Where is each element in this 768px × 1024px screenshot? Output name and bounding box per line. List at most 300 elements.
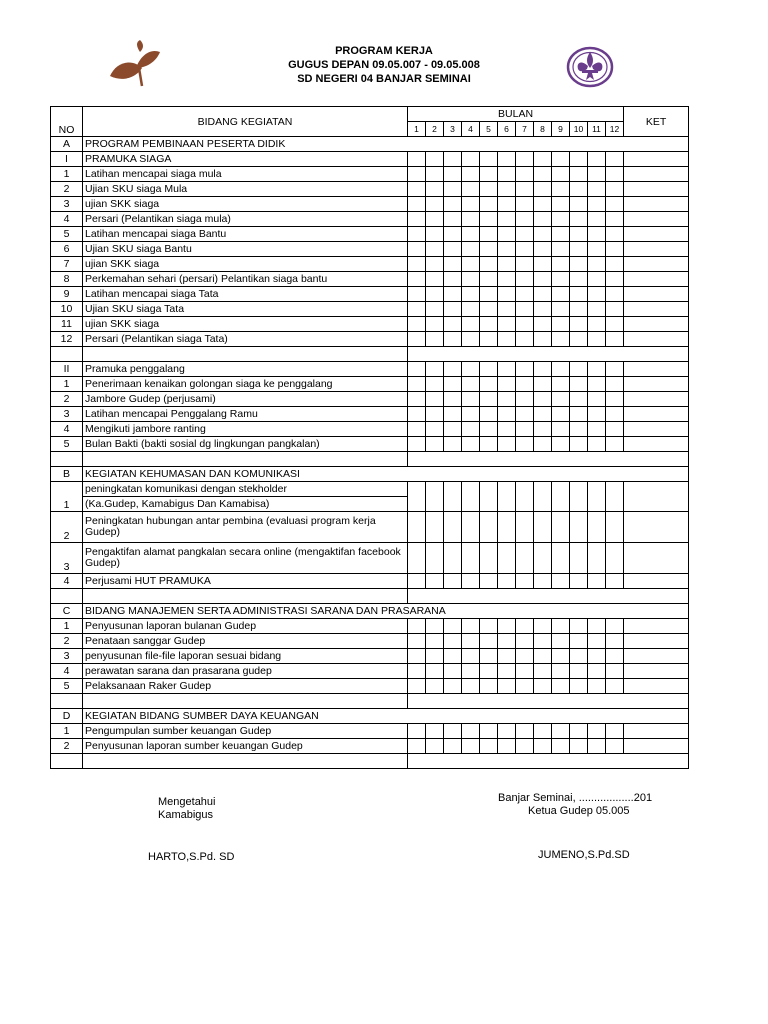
month-cell — [606, 377, 624, 392]
month-cell — [606, 543, 624, 574]
remarks-cell — [624, 422, 689, 437]
month-cell — [570, 422, 588, 437]
month-cell — [498, 422, 516, 437]
month-cell — [462, 272, 480, 287]
month-cell — [516, 512, 534, 543]
month-cell — [516, 362, 534, 377]
month-cell — [480, 227, 498, 242]
month-cell — [588, 287, 606, 302]
blank-spacer-cell — [408, 589, 689, 604]
month-cell — [606, 482, 624, 512]
remarks-cell — [624, 227, 689, 242]
month-cell — [444, 287, 462, 302]
row-number — [51, 694, 83, 709]
row-number: 12 — [51, 332, 83, 347]
activity-cell: Pramuka penggalang — [83, 362, 408, 377]
month-cell — [552, 739, 570, 754]
month-cell — [408, 437, 426, 452]
month-cell — [444, 482, 462, 512]
month-cell — [408, 242, 426, 257]
remarks-cell — [624, 287, 689, 302]
row-number: 7 — [51, 257, 83, 272]
month-header-cell: 9 — [552, 122, 570, 137]
month-cell — [552, 212, 570, 227]
month-cell — [498, 317, 516, 332]
row-number — [51, 347, 83, 362]
month-cell — [426, 649, 444, 664]
month-cell — [516, 679, 534, 694]
month-cell — [606, 287, 624, 302]
month-cell — [570, 634, 588, 649]
month-cell — [462, 212, 480, 227]
table-row — [51, 257, 689, 272]
month-cell — [444, 574, 462, 589]
month-cell — [444, 739, 462, 754]
month-cell — [498, 512, 516, 543]
month-cell — [426, 377, 444, 392]
row-number: 2 — [51, 182, 83, 197]
month-cell — [516, 197, 534, 212]
activity-cell: Latihan mencapai siaga mula — [83, 167, 408, 182]
month-cell — [516, 182, 534, 197]
blank-row — [51, 347, 689, 362]
month-cell — [462, 407, 480, 422]
section-row — [51, 152, 689, 167]
month-cell — [534, 377, 552, 392]
month-cell — [606, 362, 624, 377]
month-cell — [606, 724, 624, 739]
scout-fleur-de-lis-emblem-icon — [566, 46, 614, 88]
month-cell — [426, 739, 444, 754]
month-cell — [588, 182, 606, 197]
month-cell — [588, 422, 606, 437]
month-cell — [516, 167, 534, 182]
month-cell — [534, 724, 552, 739]
month-cell — [498, 437, 516, 452]
month-cell — [516, 257, 534, 272]
month-cell — [444, 543, 462, 574]
place-date-line: Banjar Seminai, ..................201 — [498, 792, 653, 804]
month-header-cell: 2 — [426, 122, 444, 137]
month-cell — [606, 739, 624, 754]
month-cell — [552, 649, 570, 664]
remarks-cell — [624, 634, 689, 649]
table-row — [51, 212, 689, 227]
month-cell — [426, 317, 444, 332]
month-cell — [462, 543, 480, 574]
month-cell — [480, 392, 498, 407]
month-cell — [588, 317, 606, 332]
month-cell — [516, 422, 534, 437]
month-cell — [462, 227, 480, 242]
month-cell — [516, 377, 534, 392]
month-header-cell: 7 — [516, 122, 534, 137]
month-cell — [588, 332, 606, 347]
month-cell — [462, 332, 480, 347]
activity-cell: Mengikuti jambore ranting — [83, 422, 408, 437]
month-cell — [552, 257, 570, 272]
month-cell — [552, 679, 570, 694]
row-number: 3 — [51, 407, 83, 422]
row-number: II — [51, 362, 83, 377]
month-cell — [498, 739, 516, 754]
month-cell — [408, 197, 426, 212]
remarks-cell — [624, 724, 689, 739]
column-header-activity: BIDANG KEGIATAN — [83, 107, 408, 137]
activity-cell: PRAMUKA SIAGA — [83, 152, 408, 167]
month-cell — [552, 182, 570, 197]
month-cell — [588, 392, 606, 407]
section-spacer-cell — [408, 137, 689, 152]
month-cell — [516, 739, 534, 754]
month-cell — [552, 619, 570, 634]
remarks-cell — [624, 182, 689, 197]
month-cell — [408, 649, 426, 664]
month-cell — [516, 649, 534, 664]
signature-footer — [0, 780, 768, 880]
month-cell — [462, 362, 480, 377]
month-cell — [534, 302, 552, 317]
month-cell — [588, 724, 606, 739]
remarks-cell — [624, 679, 689, 694]
month-cell — [606, 422, 624, 437]
month-cell — [462, 649, 480, 664]
month-cell — [462, 167, 480, 182]
section-spacer-cell — [408, 709, 689, 724]
month-cell — [516, 724, 534, 739]
blank-spacer-cell — [408, 347, 689, 362]
row-number: 1 — [51, 724, 83, 739]
month-cell — [462, 724, 480, 739]
month-cell — [498, 272, 516, 287]
month-cell — [552, 392, 570, 407]
month-cell — [588, 437, 606, 452]
remarks-cell — [624, 649, 689, 664]
month-cell — [444, 317, 462, 332]
program-table-body — [51, 137, 689, 769]
month-cell — [462, 287, 480, 302]
month-cell — [462, 317, 480, 332]
activity-cell — [83, 754, 408, 769]
month-cell — [408, 512, 426, 543]
month-cell — [408, 634, 426, 649]
activity-cell — [83, 694, 408, 709]
month-cell — [498, 619, 516, 634]
right-signatory-name: JUMENO,S.Pd.SD — [538, 849, 630, 861]
table-row — [51, 574, 689, 589]
remarks-cell — [624, 242, 689, 257]
month-cell — [552, 512, 570, 543]
month-cell — [462, 512, 480, 543]
month-cell — [516, 634, 534, 649]
activity-cell: ujian SKK siaga — [83, 317, 408, 332]
month-cell — [444, 302, 462, 317]
remarks-cell — [624, 377, 689, 392]
activity-cell: Peningkatan hubungan antar pembina (evaluasi program kerja Gudep) — [83, 512, 408, 543]
acknowledged-label: Mengetahui — [158, 796, 216, 808]
month-cell — [498, 482, 516, 512]
row-number: I — [51, 152, 83, 167]
month-cell — [408, 407, 426, 422]
month-cell — [462, 302, 480, 317]
month-cell — [552, 362, 570, 377]
month-cell — [534, 664, 552, 679]
month-cell — [570, 227, 588, 242]
month-cell — [498, 227, 516, 242]
month-cell — [570, 482, 588, 512]
table-row — [51, 739, 689, 754]
month-cell — [408, 574, 426, 589]
month-cell — [480, 739, 498, 754]
month-cell — [606, 182, 624, 197]
table-row — [51, 407, 689, 422]
month-cell — [444, 152, 462, 167]
month-cell — [588, 482, 606, 512]
month-cell — [480, 167, 498, 182]
month-cell — [516, 227, 534, 242]
month-cell — [498, 197, 516, 212]
month-cell — [552, 167, 570, 182]
row-number: 1 — [51, 619, 83, 634]
month-cell — [444, 679, 462, 694]
month-cell — [480, 512, 498, 543]
remarks-cell — [624, 512, 689, 543]
blank-spacer-cell — [408, 694, 689, 709]
month-cell — [444, 257, 462, 272]
gudep-leader-title: Ketua Gudep 05.005 — [528, 805, 630, 817]
table-row — [51, 302, 689, 317]
month-cell — [588, 739, 606, 754]
month-cell — [498, 302, 516, 317]
row-number: 4 — [51, 574, 83, 589]
month-cell — [552, 242, 570, 257]
row-number: A — [51, 137, 83, 152]
month-cell — [534, 287, 552, 302]
activity-cell: Latihan mencapai siaga Bantu — [83, 227, 408, 242]
month-cell — [570, 512, 588, 543]
month-cell — [606, 167, 624, 182]
month-cell — [426, 619, 444, 634]
month-cell — [570, 212, 588, 227]
month-cell — [426, 574, 444, 589]
month-cell — [480, 152, 498, 167]
month-cell — [588, 152, 606, 167]
month-cell — [534, 167, 552, 182]
month-cell — [498, 257, 516, 272]
month-cell — [588, 664, 606, 679]
month-cell — [426, 664, 444, 679]
month-cell — [534, 272, 552, 287]
activity-cell: Perkemahan sehari (persari) Pelantikan siaga bantu — [83, 272, 408, 287]
month-header-cell: 5 — [480, 122, 498, 137]
month-cell — [462, 482, 480, 512]
month-cell — [480, 242, 498, 257]
remarks-cell — [624, 317, 689, 332]
month-cell — [552, 302, 570, 317]
blank-row — [51, 694, 689, 709]
blank-spacer-cell — [408, 452, 689, 467]
month-cell — [534, 407, 552, 422]
month-cell — [606, 574, 624, 589]
activity-cell: Ujian SKU siaga Mula — [83, 182, 408, 197]
section-row — [51, 362, 689, 377]
row-number: 5 — [51, 227, 83, 242]
tunas-kelapa-logo-icon — [106, 38, 162, 88]
table-row — [51, 437, 689, 452]
table-row — [51, 724, 689, 739]
month-cell — [516, 302, 534, 317]
blank-row — [51, 452, 689, 467]
month-cell — [570, 182, 588, 197]
month-cell — [498, 377, 516, 392]
table-row — [51, 182, 689, 197]
month-cell — [444, 227, 462, 242]
remarks-cell — [624, 272, 689, 287]
month-cell — [534, 739, 552, 754]
month-cell — [588, 377, 606, 392]
month-cell — [426, 152, 444, 167]
month-cell — [606, 272, 624, 287]
month-cell — [534, 679, 552, 694]
month-cell — [516, 152, 534, 167]
month-header-cell: 1 — [408, 122, 426, 137]
month-cell — [426, 634, 444, 649]
month-cell — [444, 167, 462, 182]
activity-cell: Penerimaan kenaikan golongan siaga ke penggalang — [83, 377, 408, 392]
table-row — [51, 543, 689, 574]
month-cell — [552, 317, 570, 332]
table-row — [51, 287, 689, 302]
month-cell — [534, 543, 552, 574]
month-cell — [498, 664, 516, 679]
row-number: 3 — [51, 197, 83, 212]
kamabigus-label: Kamabigus — [158, 809, 214, 821]
table-row — [51, 619, 689, 634]
month-cell — [588, 679, 606, 694]
row-number: B — [51, 467, 83, 482]
month-cell — [606, 257, 624, 272]
month-cell — [408, 377, 426, 392]
activity-cell: Persari (Pelantikan siaga Tata) — [83, 332, 408, 347]
month-header-cell: 4 — [462, 122, 480, 137]
month-cell — [588, 619, 606, 634]
remarks-cell — [624, 167, 689, 182]
month-cell — [534, 512, 552, 543]
month-cell — [552, 332, 570, 347]
month-cell — [570, 437, 588, 452]
month-cell — [516, 407, 534, 422]
month-cell — [480, 679, 498, 694]
activity-cell: KEGIATAN BIDANG SUMBER DAYA KEUANGAN — [83, 709, 408, 724]
month-cell — [552, 482, 570, 512]
month-cell — [516, 437, 534, 452]
month-cell — [480, 664, 498, 679]
activity-cell: Pengumpulan sumber keuangan Gudep — [83, 724, 408, 739]
month-cell — [606, 317, 624, 332]
table-row — [51, 377, 689, 392]
row-number: 8 — [51, 272, 83, 287]
month-cell — [426, 407, 444, 422]
month-cell — [534, 437, 552, 452]
section-row — [51, 467, 689, 482]
remarks-cell — [624, 664, 689, 679]
row-number: 10 — [51, 302, 83, 317]
month-cell — [588, 257, 606, 272]
row-number: D — [51, 709, 83, 724]
month-cell — [408, 182, 426, 197]
month-cell — [426, 287, 444, 302]
month-cell — [588, 242, 606, 257]
month-cell — [570, 197, 588, 212]
month-cell — [462, 377, 480, 392]
activity-cell: Pelaksanaan Raker Gudep — [83, 679, 408, 694]
row-number: 2 — [51, 739, 83, 754]
month-cell — [444, 634, 462, 649]
section-row — [51, 604, 689, 619]
month-cell — [462, 182, 480, 197]
month-cell — [570, 287, 588, 302]
row-number: C — [51, 604, 83, 619]
month-cell — [570, 664, 588, 679]
month-cell — [408, 362, 426, 377]
month-cell — [552, 437, 570, 452]
remarks-cell — [624, 482, 689, 512]
table-row — [51, 242, 689, 257]
month-header-cell: 3 — [444, 122, 462, 137]
month-cell — [570, 332, 588, 347]
left-signatory-name: HARTO,S.Pd. SD — [148, 851, 235, 863]
month-cell — [480, 482, 498, 512]
month-cell — [498, 634, 516, 649]
month-cell — [498, 543, 516, 574]
remarks-cell — [624, 739, 689, 754]
row-number: 11 — [51, 317, 83, 332]
month-cell — [570, 377, 588, 392]
month-cell — [570, 724, 588, 739]
row-number — [51, 452, 83, 467]
month-cell — [606, 634, 624, 649]
remarks-cell — [624, 302, 689, 317]
month-cell — [570, 574, 588, 589]
remarks-cell — [624, 257, 689, 272]
month-cell — [516, 619, 534, 634]
document-title — [200, 44, 568, 86]
month-cell — [408, 257, 426, 272]
month-cell — [408, 724, 426, 739]
month-cell — [570, 242, 588, 257]
month-cell — [588, 634, 606, 649]
month-cell — [480, 302, 498, 317]
activity-cell: Latihan mencapai Penggalang Ramu — [83, 407, 408, 422]
month-cell — [480, 407, 498, 422]
month-cell — [480, 272, 498, 287]
activity-cell: (Ka.Gudep, Kamabigus Dan Kamabisa) — [83, 497, 408, 512]
month-cell — [570, 152, 588, 167]
month-cell — [462, 619, 480, 634]
month-cell — [498, 392, 516, 407]
month-cell — [408, 543, 426, 574]
month-cell — [426, 302, 444, 317]
row-number: 3 — [51, 649, 83, 664]
month-cell — [462, 197, 480, 212]
month-cell — [570, 739, 588, 754]
month-cell — [426, 437, 444, 452]
month-cell — [426, 227, 444, 242]
month-cell — [570, 649, 588, 664]
month-cell — [606, 664, 624, 679]
month-cell — [408, 167, 426, 182]
month-cell — [444, 212, 462, 227]
